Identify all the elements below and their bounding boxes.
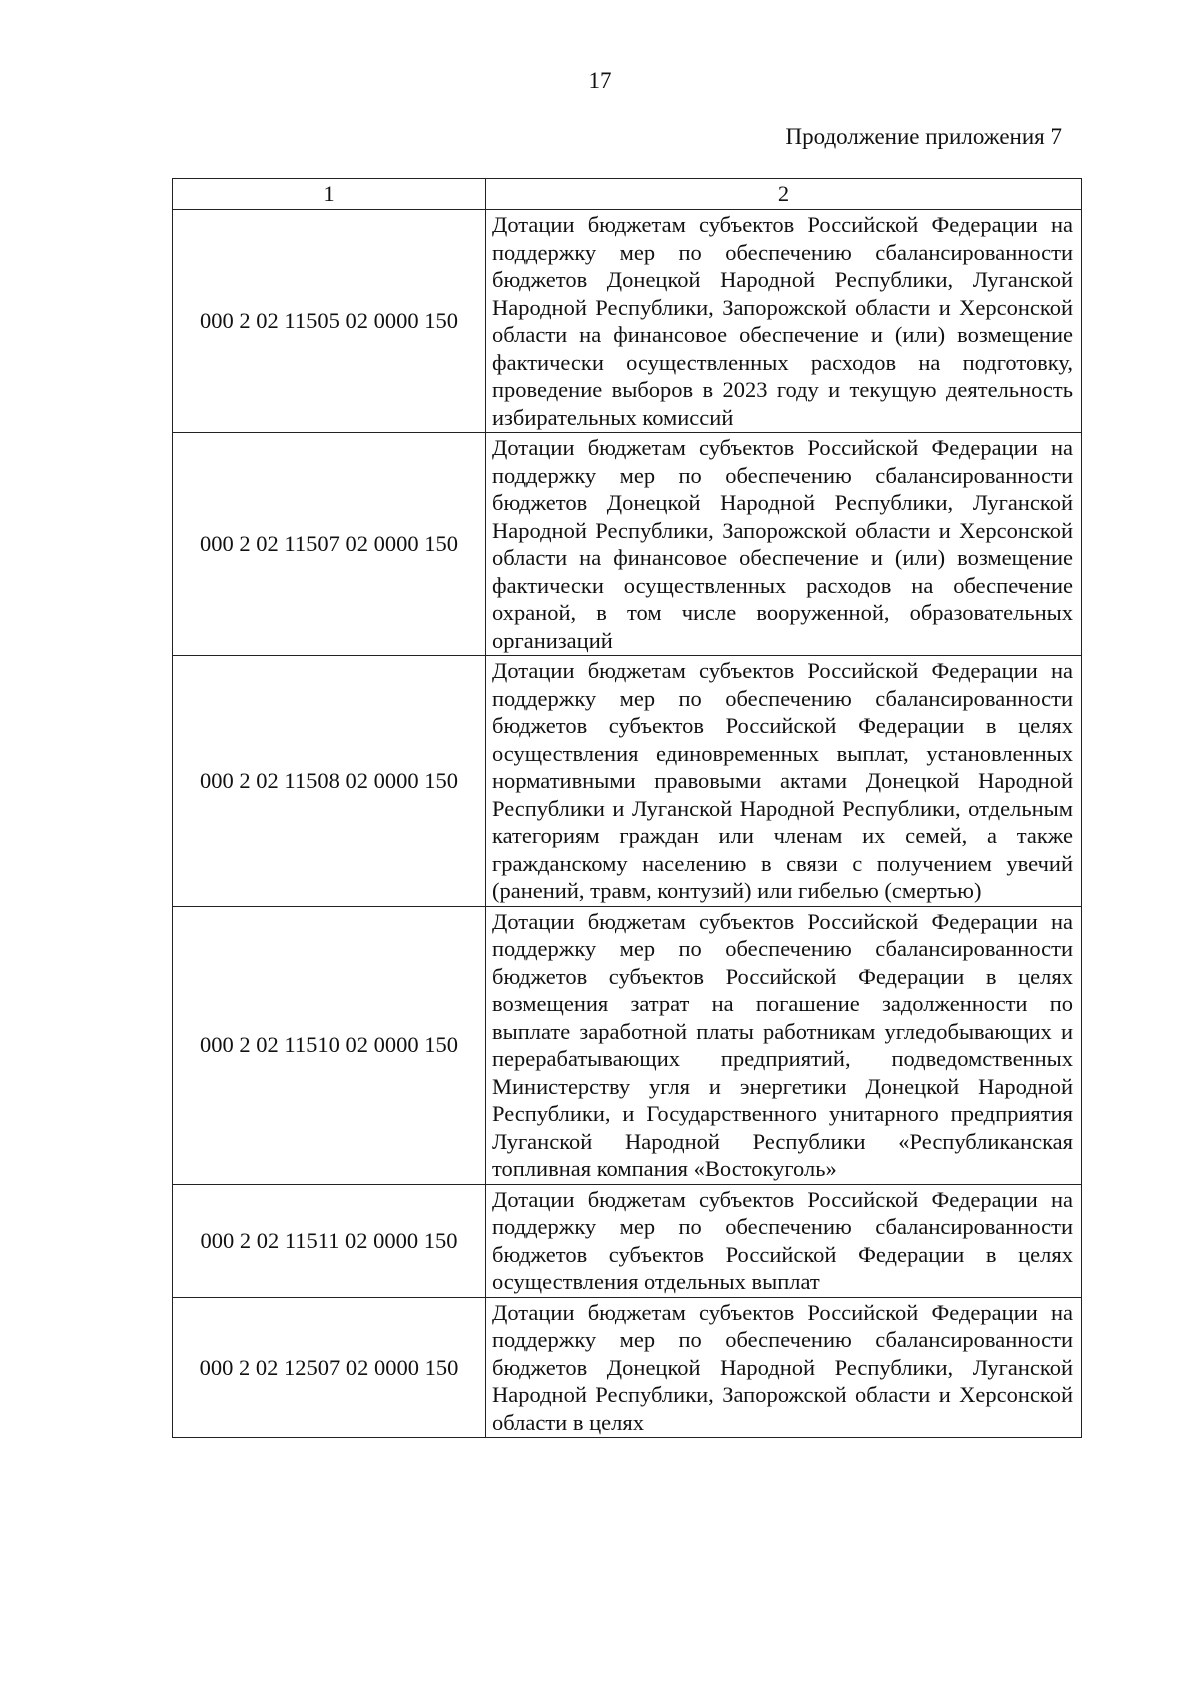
budget-code-cell: 000 2 02 11508 02 0000 150 — [173, 656, 486, 907]
table-header-row — [173, 179, 1082, 210]
budget-codes-table — [172, 178, 1082, 1438]
budget-code-cell: 000 2 02 11505 02 0000 150 — [173, 210, 486, 433]
budget-code-cell: 000 2 02 11507 02 0000 150 — [173, 433, 486, 656]
table-row — [173, 656, 1082, 907]
budget-code-cell: 000 2 02 12507 02 0000 150 — [173, 1297, 486, 1438]
table-row — [173, 906, 1082, 1184]
description-cell: Дотации бюджетам субъектов Российской Федерации на поддержку мер по обеспечению сбалансированности бюджетов Донецкой Народной Республики, Луганской Народной Республики, Запорожской области и Херсонской области на финансовое обеспечение и (или) возмещение фактически осуществленных расходов на подготовку, проведение выборов в 2023 году и текущую деятельность избирательных комиссий — [486, 210, 1082, 433]
description-cell: Дотации бюджетам субъектов Российской Федерации на поддержку мер по обеспечению сбалансированности бюджетов субъектов Российской Федерации в целях возмещения затрат на погашение задолженности по выплате заработной платы работникам угледобывающих и перерабатывающих предприятий, подведомственных Министерству угля и энергетики Донецкой Народной Республики, и Государственного унитарного предприятия Луганской Народной Республики «Республиканская топливная компания «Востокуголь» — [486, 906, 1082, 1184]
budget-code-cell: 000 2 02 11510 02 0000 150 — [173, 906, 486, 1184]
description-cell: Дотации бюджетам субъектов Российской Федерации на поддержку мер по обеспечению сбалансированности бюджетов Донецкой Народной Республики, Луганской Народной Республики, Запорожской области и Херсонской области в целях — [486, 1297, 1082, 1438]
description-cell: Дотации бюджетам субъектов Российской Федерации на поддержку мер по обеспечению сбалансированности бюджетов субъектов Российской Федерации в целях осуществления отдельных выплат — [486, 1184, 1082, 1297]
page-number: 17 — [588, 68, 612, 93]
table-row — [173, 433, 1082, 656]
column-header-description: 2 — [486, 179, 1082, 210]
table-row — [173, 1184, 1082, 1297]
description-cell: Дотации бюджетам субъектов Российской Федерации на поддержку мер по обеспечению сбалансированности бюджетов Донецкой Народной Республики, Луганской Народной Республики, Запорожской области и Херсонской области на финансовое обеспечение и (или) возмещение фактически осуществленных расходов на обеспечение охраной, в том числе вооруженной, образовательных организаций — [486, 433, 1082, 656]
table-row — [173, 210, 1082, 433]
description-cell: Дотации бюджетам субъектов Российской Федерации на поддержку мер по обеспечению сбалансированности бюджетов субъектов Российской Федерации в целях осуществления единовременных выплат, установленных нормативными правовыми актами Донецкой Народной Республики и Луганской Народной Республики, отдельным категориям граждан или членам их семей, а также гражданскому населению в связи с получением увечий (ранений, травм, контузий) или гибелью (смертью) — [486, 656, 1082, 907]
budget-code-cell: 000 2 02 11511 02 0000 150 — [173, 1184, 486, 1297]
column-header-code: 1 — [173, 179, 486, 210]
table-row — [173, 1297, 1082, 1438]
appendix-continuation-label: Продолжение приложения 7 — [785, 124, 1062, 149]
